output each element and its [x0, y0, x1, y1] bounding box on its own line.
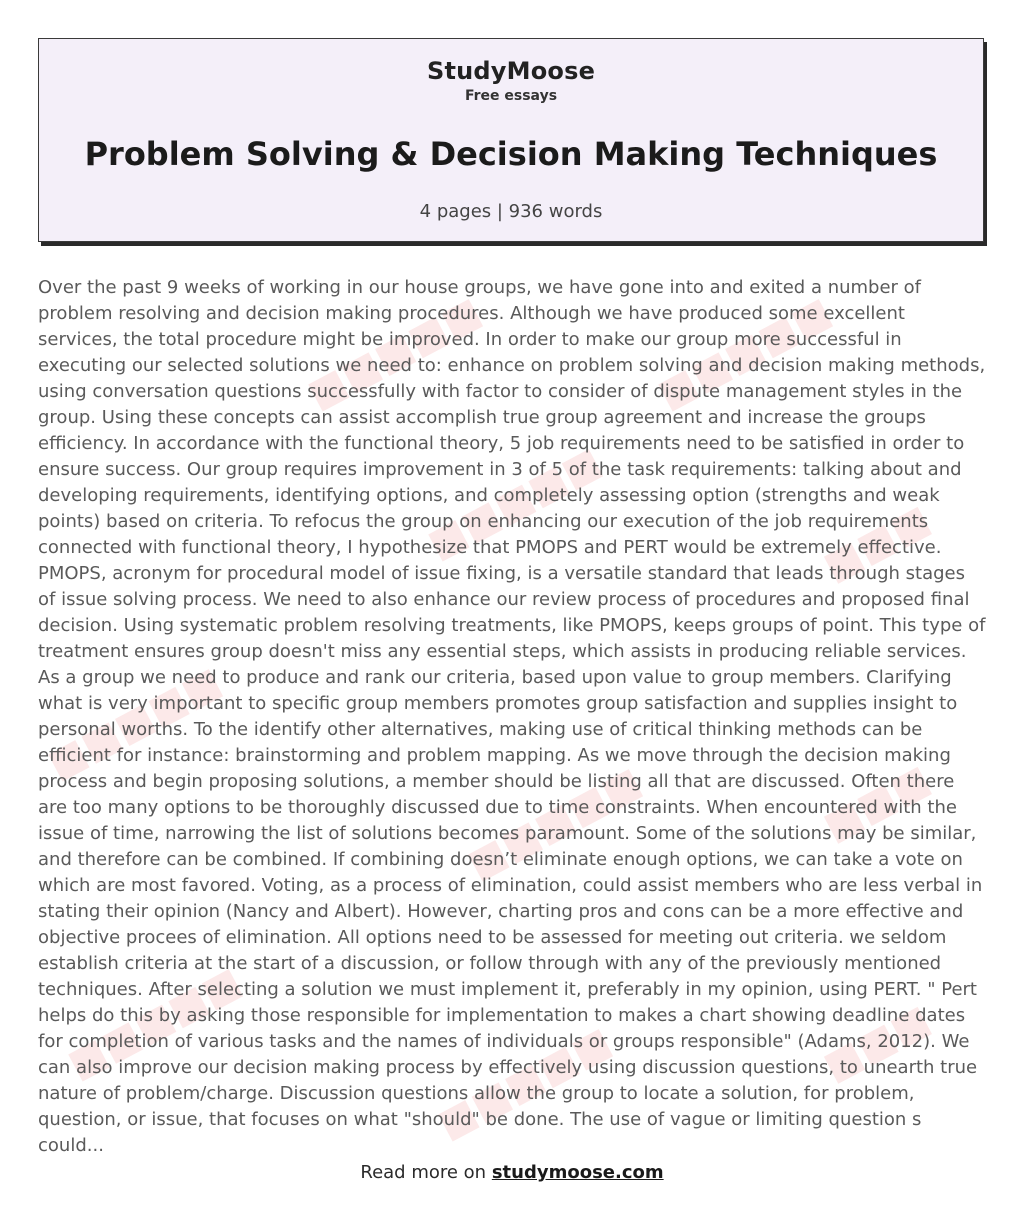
watermark-icon: ■■■■■	[40, 658, 229, 788]
read-more-link[interactable]: studymoose.com	[491, 1162, 664, 1183]
watermark-icon: ■■■■■	[60, 958, 249, 1088]
brand-logo[interactable]: StudyMoose	[426, 57, 596, 85]
brand-tagline: Free essays	[464, 88, 558, 104]
watermark-icon: ■■■■■	[420, 438, 609, 568]
page-title: Problem Solving & Decision Making Techniques	[84, 135, 938, 173]
watermark-icon: ■■■	[815, 756, 938, 850]
watermark-icon: ■■■	[815, 496, 938, 590]
watermark-icon: ■■■■■	[650, 288, 839, 418]
essay-meta: 4 pages | 936 words	[419, 201, 603, 222]
read-more-footer	[0, 1162, 1024, 1183]
watermark-icon: ■■■■■	[430, 1018, 619, 1148]
read-more-label: Read more on	[360, 1162, 487, 1183]
watermark-icon: ■■■	[815, 996, 938, 1090]
watermark-icon: ■■■■■	[300, 288, 489, 418]
watermark-icon: ■■■■■	[460, 758, 649, 888]
essay-header-card	[38, 38, 984, 242]
essay-body: Over the past 9 weeks of working in our house groups, we have gone into and exited a number of problem resolving and decision making procedures. Although we have produced some excellent services, the total procedure might be improved. In order to make our group more successful in executing our selected solutions we need to: enhance on problem solving and decision making methods, using conversation questions successfully with factor to consider of dispute management styles in the group. Using these concepts can assist accomplish true group agreement and increase the groups efficiency. In accordance with the functional theory, 5 job requirements need to be satisfied in order to ensure success. Our group requires improvement in 3 of 5 of the task requirements: talking about and developing requirements, identifying options, and completely assessing option (strengths and weak points) based on criteria. To refocus the group on enhancing our execution of the job requirements connected with functional theory, I hypothesize that PMOPS and PERT would be extremely effective. PMOPS, acronym for procedural model of issue fixing, is a versatile standard that leads through stages of issue solving process. We need to also enhance our review process of procedures and proposed final decision. Using systematic problem resolving treatments, like PMOPS, keeps groups of point. This type of treatment ensures group doesn't miss any essential steps, which assists in producing reliable services. As a group we need to produce and rank our criteria, based upon value to group members. Clarifying what is very important to specific group members promotes group satisfaction and supplies insight to personal worths. To the identify other alternatives, making use of critical thinking methods can be efficient for instance: brainstorming and problem mapping. As we move through the decision making process and begin proposing solutions, a member should be listing all that are discussed. Often there are too many options to be thoroughly discussed due to time constraints. When encountered with the issue of time, narrowing the list of solutions becomes paramount. Some of the solutions may be similar, and therefore can be combined. If combining doesn’t eliminate enough options, we can take a vote on which are most favored. Voting, as a process of elimination, could assist members who are less verbal in stating their opinion (Nancy and Albert). However, charting pros and cons can be a more effective and objective procees of elimination. All options need to be assessed for meeting out criteria. we seldom establish criteria at the start of a discussion, or follow through with any of the previously mentioned techniques. After selecting a solution we must implement it, preferably in my opinion, using PERT. " Pert helps do this by asking those responsible for implementation to makes a chart showing deadline dates for completion of various tasks and the names of individuals or groups responsible" (Adams, 2012). We can also improve our decision making process by effectively using discussion questions, to unearth true nature of problem/charge. Discussion questions allow the group to locate a solution, for problem, question, or issue, that focuses on what "should" be done. The use of vague or limiting question s could...	[38, 277, 986, 1156]
